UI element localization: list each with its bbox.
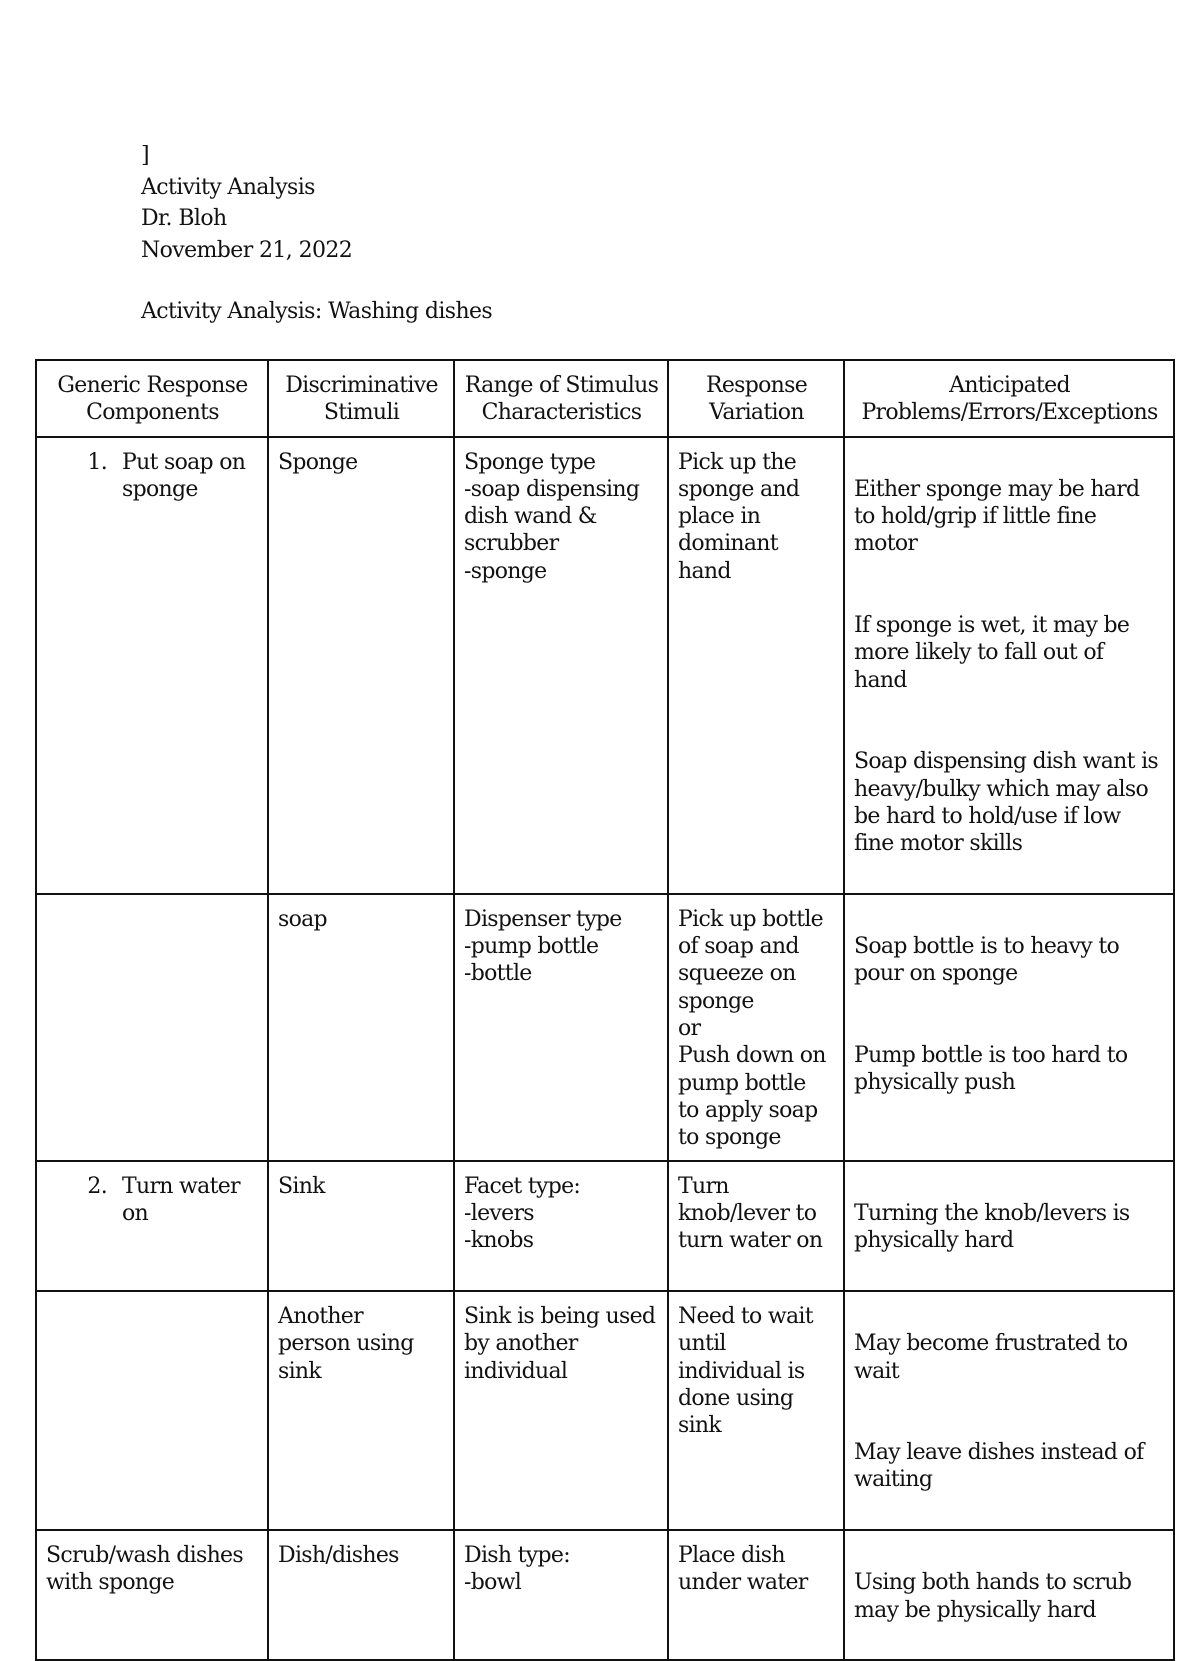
instructor-name: Dr. Bloh [141, 206, 227, 231]
document-title: Activity Analysis: Washing dishes [141, 299, 493, 324]
table-header-row [36, 360, 1174, 437]
numbered-step [46, 1173, 259, 1228]
cell-anticipated-problems [844, 894, 1174, 1161]
problem-note: Turning the knob/levers is physically hard [854, 1201, 1130, 1254]
problem-note: If sponge is wet, it may be more likely to fall out of hand [854, 613, 1130, 693]
problem-note: Soap dispensing dish want is heavy/bulky which may also be hard to hold/use if low fine motor skills [854, 749, 1159, 857]
table-row [36, 1291, 1174, 1530]
bracket-mark: ] [141, 143, 149, 168]
column-header-anticipated-problems: Anticipated Problems/Errors/Exceptions [844, 360, 1174, 437]
column-header-discriminative-stimuli: Discriminative Stimuli [268, 360, 454, 437]
document-date: November 21, 2022 [141, 237, 353, 263]
course-name: Activity Analysis [141, 174, 315, 200]
column-header-response-variation: Response Variation [668, 360, 844, 437]
cell-stimulus-range: Dish type: -bowl [454, 1530, 668, 1660]
problem-note: Either sponge may be hard to hold/grip if little fine motor [854, 476, 1140, 557]
cell-anticipated-problems [844, 1530, 1174, 1660]
column-header-generic-response: Generic Response Components [36, 360, 268, 437]
cell-anticipated-problems [844, 1161, 1174, 1291]
cell-generic-response [36, 894, 268, 1161]
document-header [141, 140, 492, 328]
column-header-range-of-stimulus: Range of Stimulus Characteristics [454, 360, 668, 437]
cell-generic-response [36, 1161, 268, 1291]
cell-generic-response [36, 437, 268, 894]
cell-discriminative-stimuli: Another person using sink [268, 1291, 454, 1530]
cell-discriminative-stimuli: Sponge [268, 437, 454, 894]
cell-discriminative-stimuli: soap [268, 894, 454, 1161]
cell-generic-response [36, 1291, 268, 1530]
cell-anticipated-problems [844, 1291, 1174, 1530]
problem-note: Pump bottle is too hard to physically push [854, 1042, 1128, 1096]
cell-discriminative-stimuli: Sink [268, 1161, 454, 1291]
cell-stimulus-range: Facet type: -levers -knobs [454, 1161, 668, 1291]
cell-response-variation: Turn knob/lever to turn water on [668, 1161, 844, 1291]
header-spacer [141, 266, 492, 296]
table-row [36, 437, 1174, 894]
cell-stimulus-range: Dispenser type -pump bottle -bottle [454, 894, 668, 1161]
numbered-step [46, 449, 259, 504]
step-number: 1. [87, 449, 107, 475]
problem-note: May become frustrated to wait [854, 1331, 1128, 1384]
cell-stimulus-range: Sink is being used by another individual [454, 1291, 668, 1530]
cell-response-variation: Pick up the sponge and place in dominant hand [668, 437, 844, 894]
table-row [36, 894, 1174, 1161]
step-text: Turn water on [122, 1173, 240, 1227]
cell-response-variation: Place dish under water [668, 1530, 844, 1660]
cell-stimulus-range: Sponge type -soap dispensing dish wand & scrubber -sponge [454, 437, 668, 894]
problem-note: Soap bottle is to heavy to pour on sponge [854, 934, 1120, 987]
problem-note: Using both hands to scrub may be physically hard [854, 1570, 1132, 1623]
cell-discriminative-stimuli: Dish/dishes [268, 1530, 454, 1660]
table-row [36, 1530, 1174, 1660]
activity-analysis-table [35, 359, 1175, 1661]
step-text: Put soap on sponge [122, 449, 246, 502]
cell-response-variation: Pick up bottle of soap and squeeze on sponge or Push down on pump bottle to apply soap to sponge [668, 894, 844, 1161]
cell-anticipated-problems [844, 437, 1174, 894]
problem-note: May leave dishes instead of waiting [854, 1440, 1144, 1493]
cell-response-variation: Need to wait until individual is done using sink [668, 1291, 844, 1530]
step-number: 2. [87, 1173, 107, 1199]
cell-generic-response: Scrub/wash dishes with sponge [36, 1530, 268, 1660]
table-row [36, 1161, 1174, 1291]
